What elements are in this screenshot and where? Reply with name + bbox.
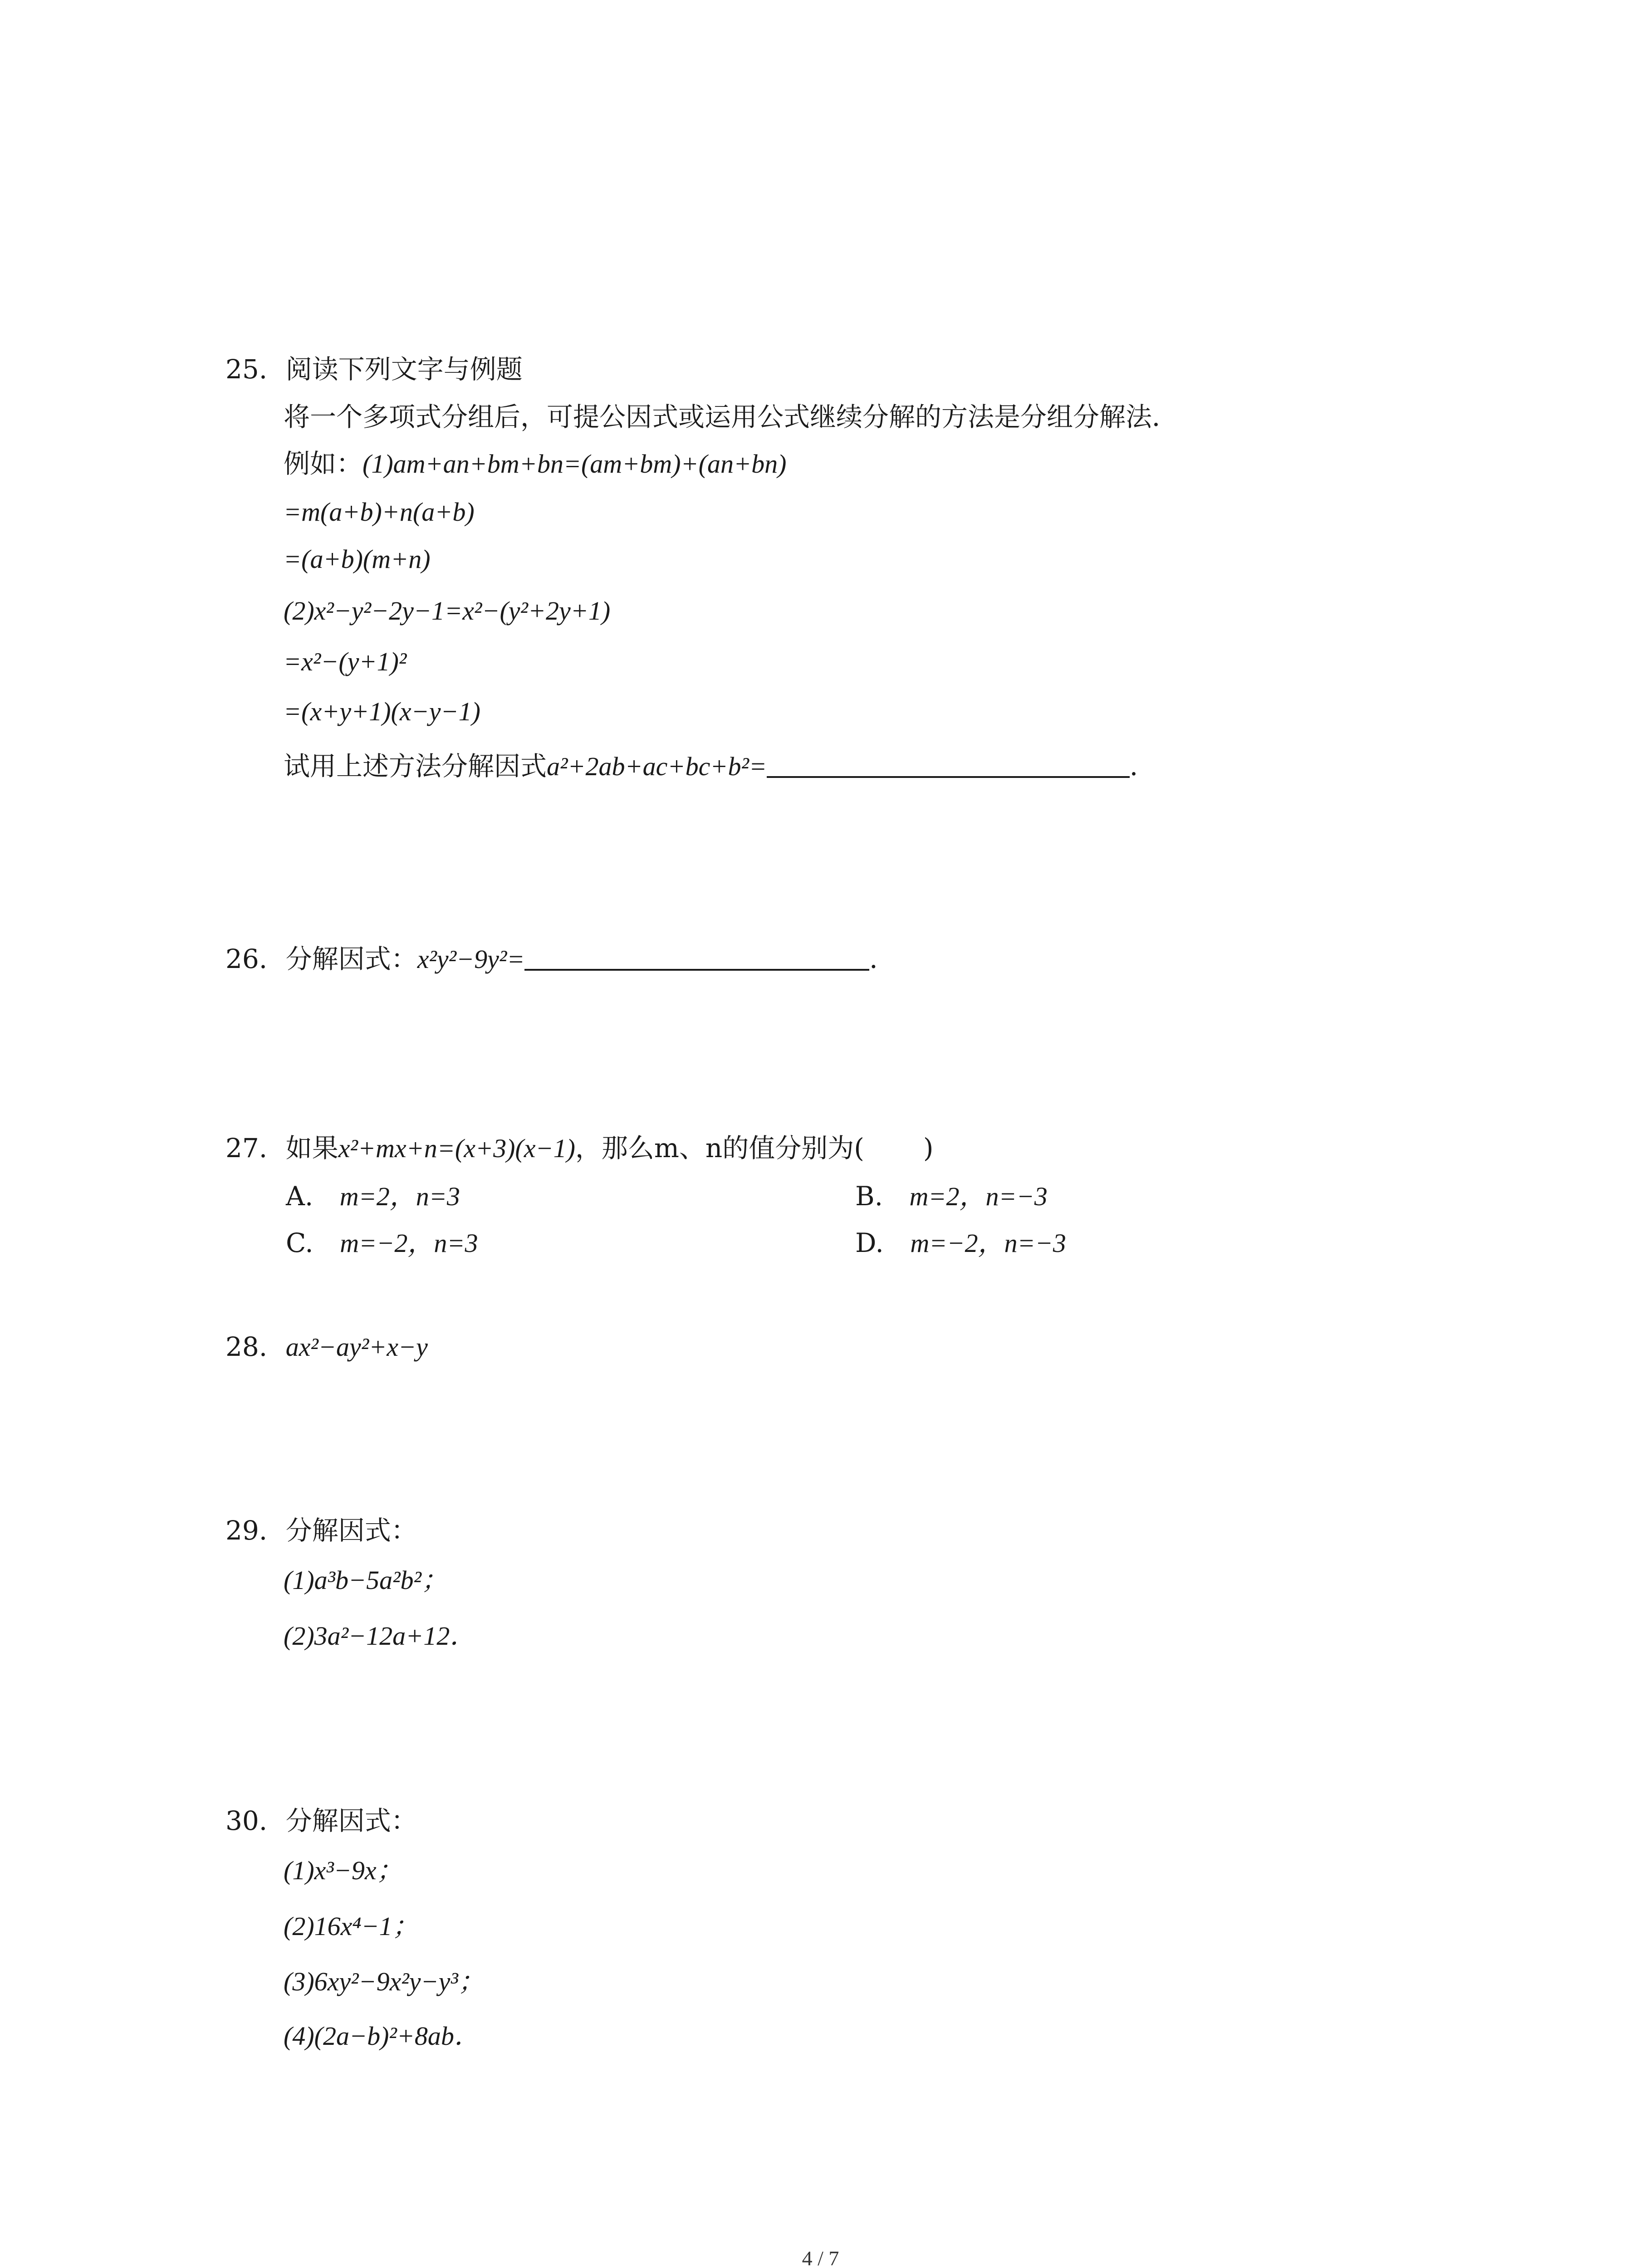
q28-line (225, 1331, 428, 1362)
q25-task-prefix: 试用上述方法分解因式 (284, 751, 547, 782)
page-number: 4 / 7 (802, 2247, 839, 2268)
q27-option-b-label: B. (855, 1181, 883, 1212)
q28-number: 28. (225, 1331, 268, 1362)
q30-item-2: (2)16x⁴−1； (284, 1911, 419, 1941)
q27-stem (225, 1135, 934, 1162)
q27-stem-prefix: 如果 (285, 1133, 338, 1163)
q27-option-a-text: m=2，n=3 (339, 1182, 460, 1211)
q25-number: 25. (225, 354, 268, 385)
q25-ex2-line3: =(x+y+1)(x−y−1) (284, 697, 480, 726)
q29-number: 29. (225, 1515, 268, 1546)
q25-task-end: ． (1129, 751, 1156, 782)
q30-item-3: (3)6xy²−9x²y−y³； (284, 1967, 485, 1996)
q29-prefix: 分解因式： (285, 1515, 417, 1546)
q27-stem-expr: x²+mx+n=(x+3)(x−1) (338, 1134, 575, 1163)
q25-ex2-line2: =x²−(y+1)² (284, 647, 407, 676)
q27-option-b-text: m=2，n=−3 (909, 1182, 1048, 1211)
q30-number: 30. (225, 1805, 268, 1836)
q25-ex2-line1: (2)x²−y²−2y−1=x²−(y²+2y+1) (284, 596, 611, 626)
q25-ex1-line1: (1)am+an+bm+bn=(am+bm)+(an+bn) (362, 449, 787, 479)
q30-line (225, 1805, 417, 1836)
q27-number: 27. (225, 1133, 268, 1163)
q26-answer-blank[interactable] (524, 951, 869, 971)
q27-stem-mid: ，那么m、n的值分别为( (575, 1133, 864, 1163)
q25-example-line1 (284, 450, 786, 477)
q26-line (225, 943, 896, 974)
q25-answer-blank[interactable] (767, 758, 1130, 778)
q27-option-d-text: m=−2，n=−3 (910, 1228, 1066, 1258)
q25-example-prefix: 例如： (284, 448, 363, 479)
q25-task-expr: a²+2ab+ac+bc+b²= (547, 752, 767, 781)
q27-option-c-label: C. (286, 1227, 314, 1258)
q28-expr: ax²−ay²+x−y (285, 1332, 428, 1362)
q27-stem-end: ) (923, 1133, 934, 1163)
q27-option-a[interactable] (286, 1183, 460, 1210)
q25-title-line (225, 354, 523, 385)
q27-option-d-label: D. (855, 1227, 884, 1258)
q26-expr: x²y²−9y²= (417, 944, 525, 974)
q25-task-line (284, 753, 1156, 780)
q30-item-1: (1)x³−9x； (284, 1856, 403, 1885)
q27-option-d[interactable] (855, 1227, 1066, 1258)
q27-option-c-text: m=−2，n=3 (340, 1228, 478, 1258)
q30-item-4: (4)(2a−b)²+8ab． (284, 2021, 480, 2051)
q27-option-b[interactable] (855, 1183, 1048, 1210)
q26-end: ． (869, 943, 896, 974)
q25-ex1-line2: =m(a+b)+n(a+b) (284, 497, 475, 527)
q29-item-1: (1)a³b−5a²b²； (284, 1565, 448, 1595)
q26-number: 26. (225, 943, 268, 974)
q27-option-c[interactable] (286, 1227, 478, 1258)
q25-title: 阅读下列文字与例题 (285, 354, 523, 385)
q29-line (225, 1517, 417, 1544)
q27-option-a-label: A. (286, 1181, 314, 1212)
q26-prefix: 分解因式： (285, 943, 417, 974)
q29-item-2: (2)3a²−12a+12． (284, 1621, 476, 1651)
q30-prefix: 分解因式： (285, 1805, 417, 1836)
q25-ex1-line3: =(a+b)(m+n) (284, 544, 431, 574)
q25-intro: 将一个多项式分组后，可提公因式或运用公式继续分解的方法是分组分解法． (284, 401, 1179, 432)
